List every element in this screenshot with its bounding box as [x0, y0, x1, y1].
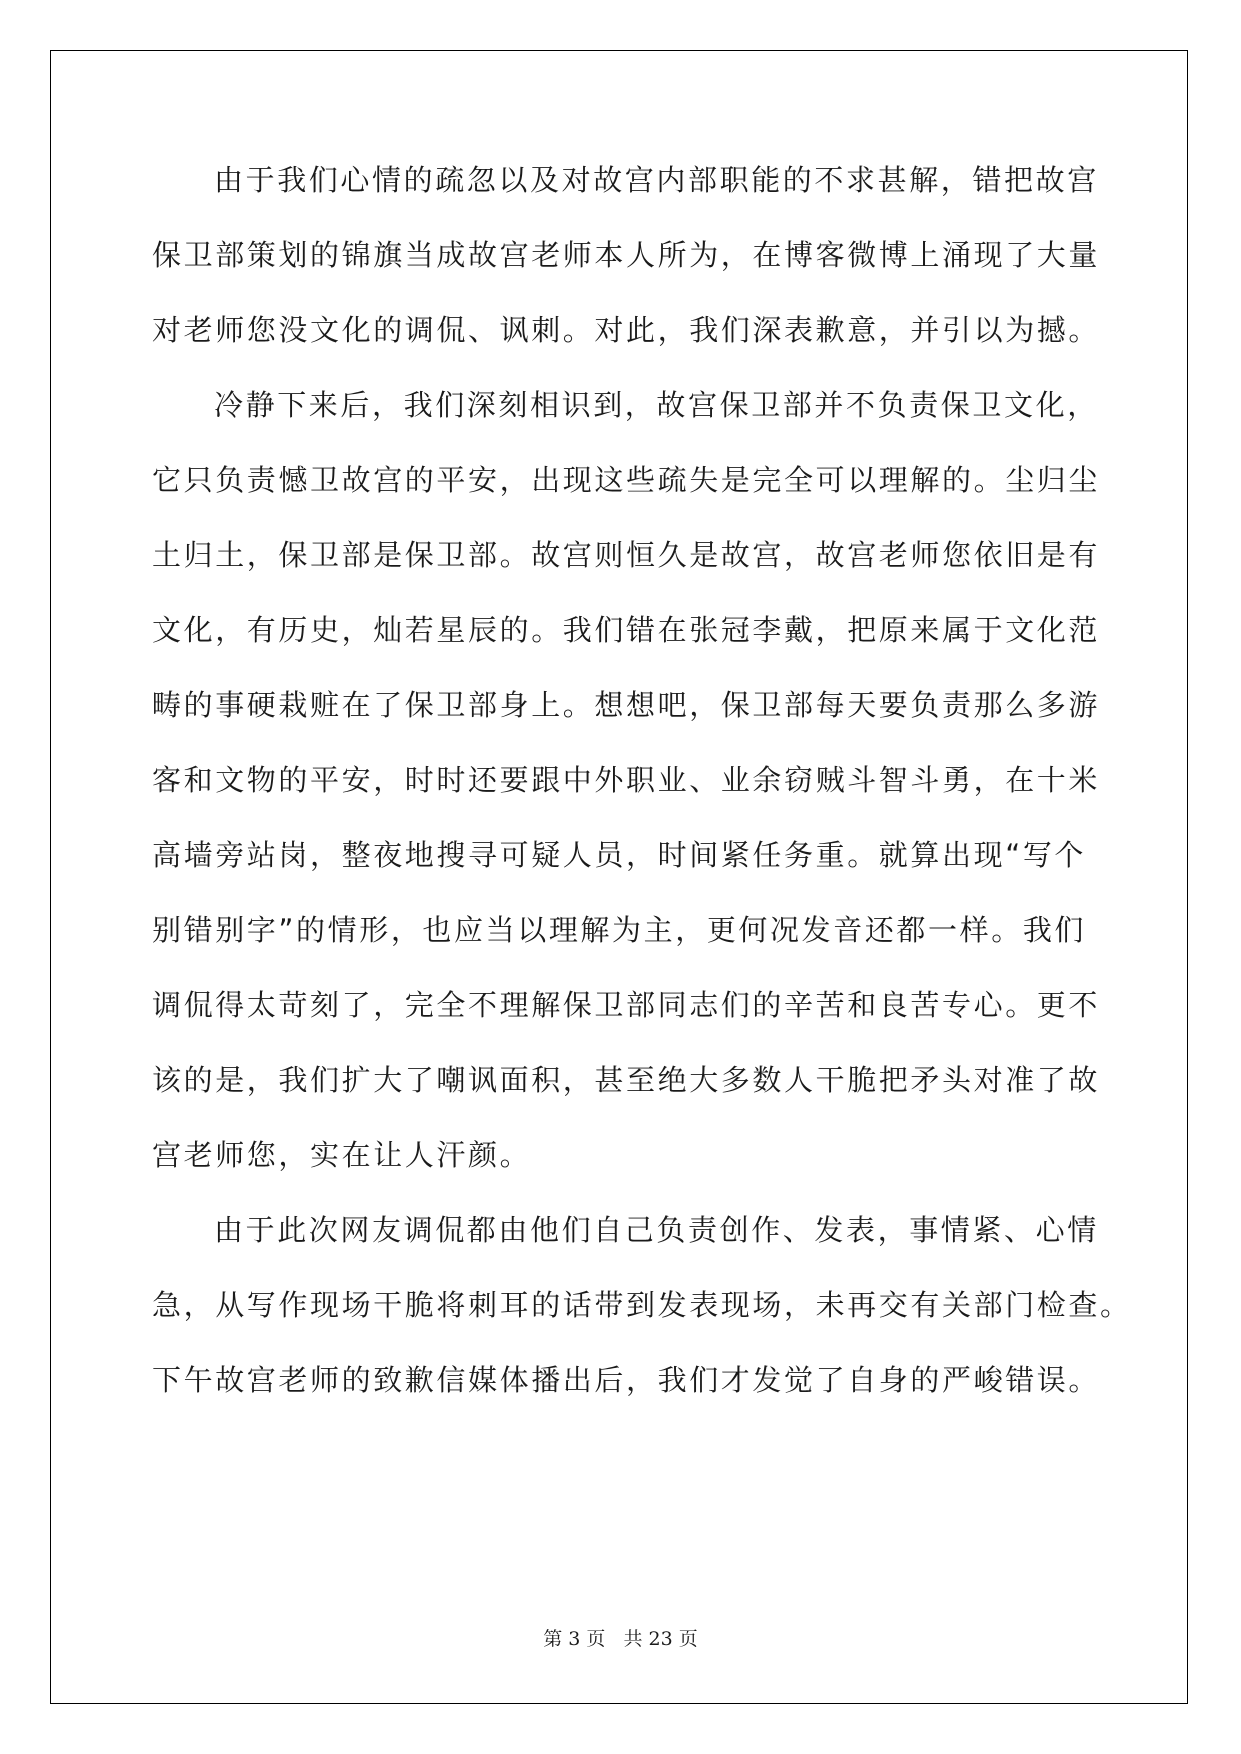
page-footer — [0, 1624, 1241, 1651]
paragraph-line: 下午故宫老师的致歉信媒体播出后，我们才发觉了自身的严峻错误。 — [152, 1363, 1101, 1397]
paragraph-line: 该的是，我们扩大了嘲讽面积，甚至绝大多数人干脆把矛头对准了故 — [152, 1063, 1101, 1097]
paragraph-line: 由于我们心情的疏忽以及对故宫内部职能的不求甚解，错把故宫 — [214, 163, 1099, 197]
paragraph-line: 土归土，保卫部是保卫部。故宫则恒久是故宫，故宫老师您依旧是有 — [152, 538, 1101, 572]
paragraph-line: 保卫部策划的锦旗当成故宫老师本人所为，在博客微博上涌现了大量 — [152, 238, 1101, 272]
paragraph-line: 文化，有历史，灿若星辰的。我们错在张冠李戴，把原来属于文化范 — [152, 613, 1101, 647]
paragraph-line: 它只负责憾卫故宫的平安，出现这些疏失是完全可以理解的。尘归尘 — [152, 463, 1101, 497]
page-number: 第 3 页 — [543, 1628, 606, 1650]
paragraph-line: 对老师您没文化的调侃、讽刺。对此，我们深表歉意，并引以为撼。 — [152, 313, 1101, 347]
paragraph-line: 急，从写作现场干脆将刺耳的话带到发表现场，未再交有关部门检查。 — [152, 1288, 1132, 1322]
paragraph-3 — [152, 1210, 1132, 1435]
paragraph-line: 别错别字”的情形，也应当以理解为主，更何况发音还都一样。我们 — [152, 913, 1087, 947]
paragraph-2 — [152, 385, 1101, 1210]
document-body — [152, 160, 1132, 1435]
paragraph-line: 畴的事硬栽赃在了保卫部身上。想想吧，保卫部每天要负责那么多游 — [152, 688, 1101, 722]
paragraph-line: 由于此次网友调侃都由他们自己负责创作、发表，事情紧、心情 — [214, 1213, 1099, 1247]
paragraph-line: 调侃得太苛刻了，完全不理解保卫部同志们的辛苦和良苦专心。更不 — [152, 988, 1101, 1022]
paragraph-line: 高墙旁站岗，整夜地搜寻可疑人员，时间紧任务重。就算出现“写个 — [152, 838, 1087, 872]
paragraph-line: 冷静下来后，我们深刻相识到，故宫保卫部并不负责保卫文化， — [214, 388, 1099, 422]
paragraph-1 — [152, 160, 1101, 385]
paragraph-line: 宫老师您，实在让人汗颜。 — [152, 1138, 532, 1172]
total-pages: 共 23 页 — [623, 1628, 698, 1650]
paragraph-line: 客和文物的平安，时时还要跟中外职业、业余窃贼斗智斗勇，在十米 — [152, 763, 1101, 797]
